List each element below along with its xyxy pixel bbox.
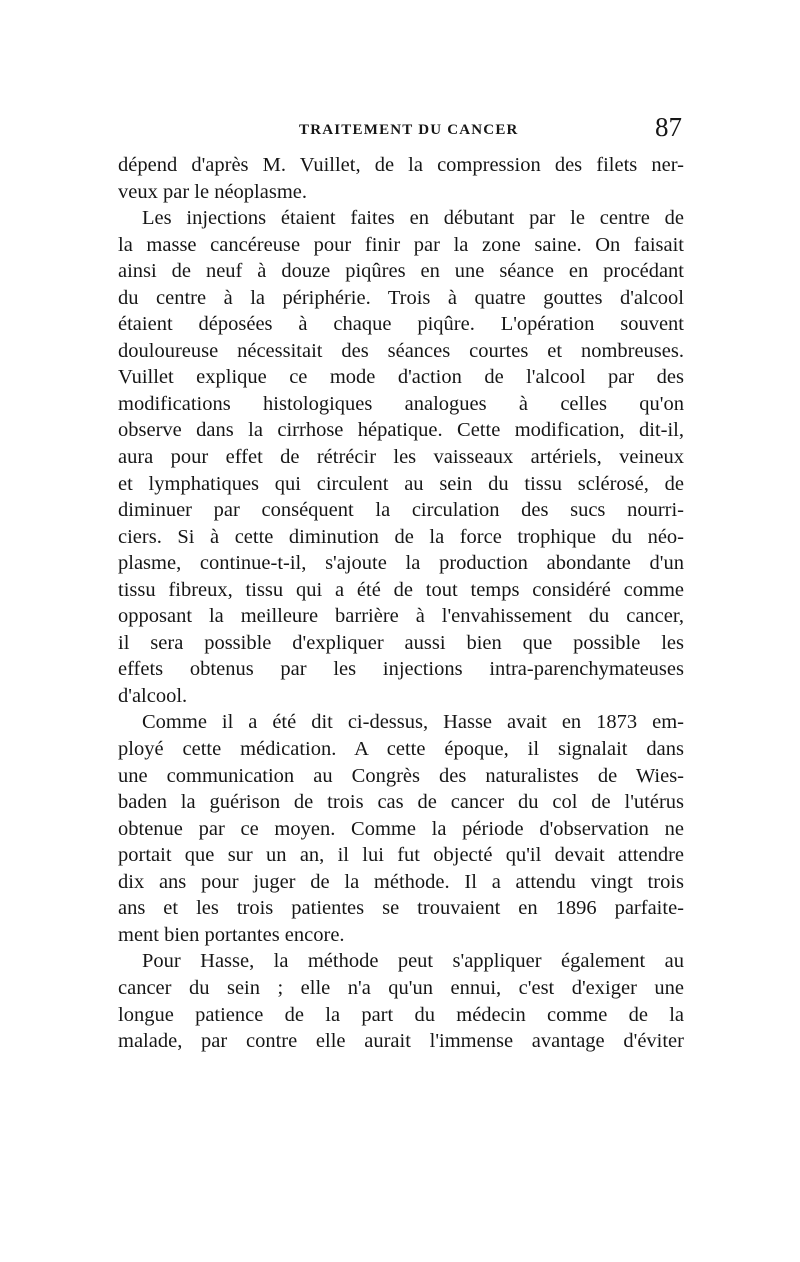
text-line: il sera possible d'expliquer aussi bien que possible les [118, 631, 684, 654]
text-line: ployé cette médication. A cette époque, il signalait dans [118, 738, 684, 761]
text-line: dépend d'après M. Vuillet, de la compression des filets ner- [118, 154, 684, 176]
text-line: diminuer par conséquent la circulation des sucs nourri- [118, 499, 684, 522]
text-line: étaient déposées à chaque piqûre. L'opération souvent [118, 313, 684, 336]
page-number: 87 [655, 112, 682, 142]
text-line: ainsi de neuf à douze piqûres en une séance en procédant [118, 260, 684, 283]
text-line: d'alcool. [118, 684, 188, 707]
text-line: ans et les trois patientes se trouvaient en 1896 parfaite- [118, 897, 684, 920]
text-line: malade, par contre elle aurait l'immense avantage d'éviter [118, 1030, 684, 1053]
text-line: la masse cancéreuse pour finir par la zone saine. On faisait [118, 233, 684, 256]
text-line: douloureuse nécessitait des séances courtes et nombreuses. [118, 339, 684, 362]
running-title: TRAITEMENT DU CANCER [299, 122, 519, 138]
text-line: obtenue par ce moyen. Comme la période d'observation ne [118, 817, 684, 840]
text-line: opposant la meilleure barrière à l'envahissement du cancer, [118, 605, 684, 628]
text-line: tissu fibreux, tissu qui a été de tout temps considéré comme [118, 578, 684, 601]
text-line: Les injections étaient faites en débutant par le centre de [142, 207, 684, 230]
text-line: baden la guérison de trois cas de cancer du col de l'utérus [118, 791, 684, 814]
text-line: Vuillet explique ce mode d'action de l'alcool par des [118, 366, 684, 389]
running-head [118, 112, 686, 152]
text-line: Comme il a été dit ci-dessus, Hasse avait en 1873 em- [142, 711, 684, 734]
text-line: aura pour effet de rétrécir les vaisseaux artériels, veineux [118, 446, 684, 469]
text-line: Pour Hasse, la méthode peut s'appliquer également au [142, 950, 684, 973]
text-line: une communication au Congrès des naturalistes de Wies- [118, 764, 684, 787]
text-line: et lymphatiques qui circulent au sein du tissu sclérosé, de [118, 472, 684, 495]
body-text [118, 152, 684, 1055]
text-line: du centre à la périphérie. Trois à quatre gouttes d'alcool [118, 286, 684, 309]
text-line: effets obtenus par les injections intra-parenchymateuses [118, 658, 684, 681]
text-line: portait que sur un an, il lui fut objecté qu'il devait attendre [118, 844, 684, 867]
text-line: ment bien portantes encore. [118, 923, 345, 946]
text-line: plasme, continue-t-il, s'ajoute la production abondante d'un [118, 552, 684, 575]
text-line: veux par le néoplasme. [118, 180, 307, 203]
text-line: dix ans pour juger de la méthode. Il a attendu vingt trois [118, 870, 684, 893]
text-line: observe dans la cirrhose hépatique. Cette modification, dit-il, [118, 419, 684, 442]
text-line: modifications histologiques analogues à celles qu'on [118, 392, 684, 415]
text-line: longue patience de la part du médecin comme de la [118, 1003, 684, 1026]
text-line: ciers. Si à cette diminution de la force trophique du néo- [118, 525, 684, 548]
text-line: cancer du sein ; elle n'a qu'un ennui, c'est d'exiger une [118, 976, 684, 999]
